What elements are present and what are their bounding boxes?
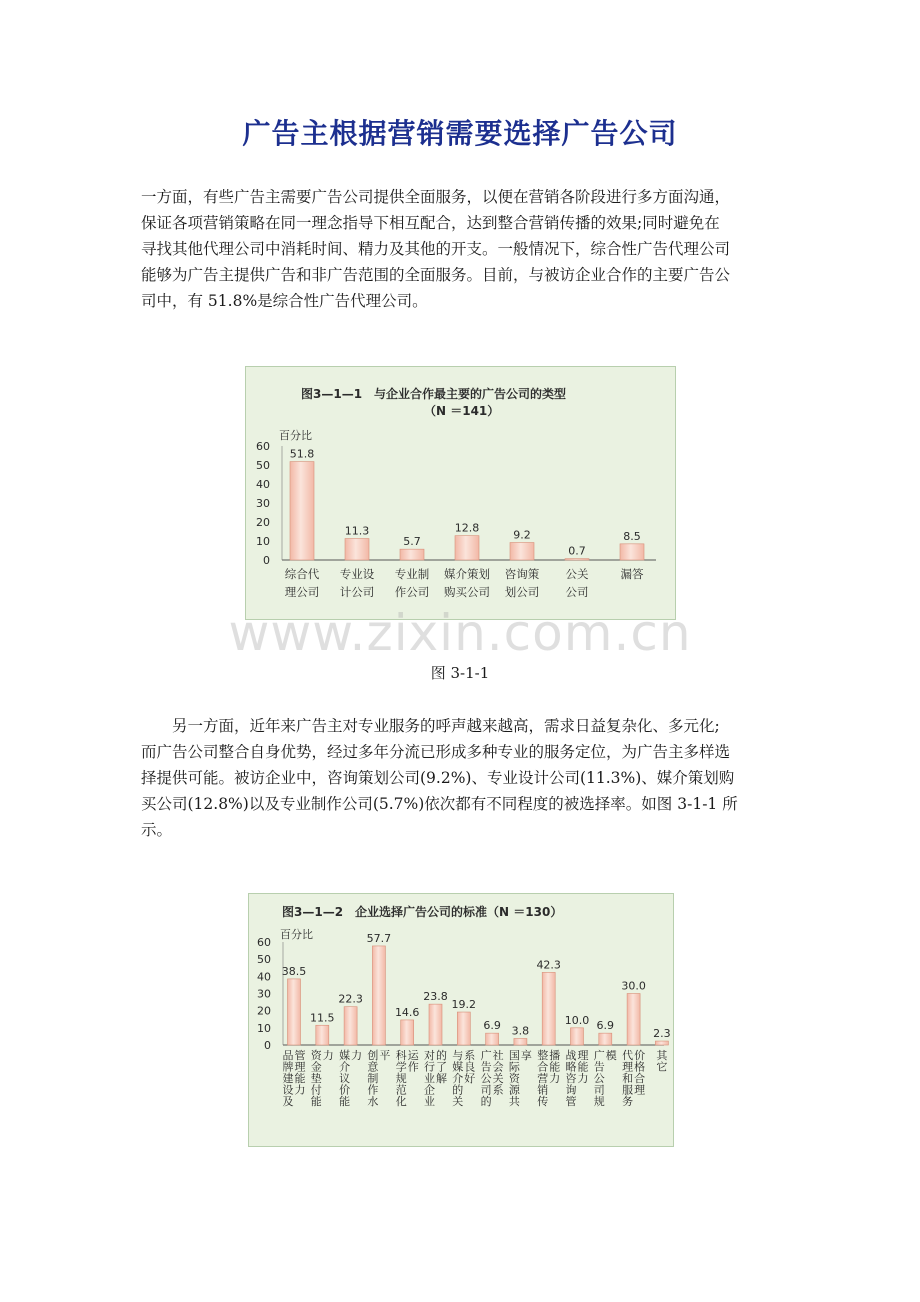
bar: [372, 946, 385, 1045]
y-tick-label: 30: [257, 987, 271, 1001]
bar: [542, 972, 555, 1045]
bar: [571, 1028, 584, 1045]
figure-2-chart: [248, 893, 674, 1147]
y-tick-label: 0: [264, 1039, 271, 1052]
paragraph-line: 买公司(12.8%)以及专业制作公司(5.7%)依次都有不同程度的被选择率。如图 3-1-1 所: [141, 795, 738, 813]
y-tick-label: 40: [256, 478, 270, 491]
x-tick-label: 对行业企业: [424, 1049, 435, 1108]
x-tick-label: 创意制作水: [367, 1049, 379, 1108]
x-tick-label: 专业设: [339, 567, 375, 581]
data-label: 12.8: [454, 521, 480, 535]
x-tick-label: 公关: [565, 567, 589, 581]
x-tick-label: 作公司: [394, 585, 430, 599]
x-tick-label: 播能力: [549, 1049, 561, 1085]
x-tick-label: 社会关系: [492, 1049, 504, 1097]
x-tick-label: 力: [322, 1049, 334, 1062]
figure-1-caption: 图 3-1-1: [430, 664, 490, 682]
chart-1-svg: [246, 367, 675, 619]
data-label: 51.8: [289, 447, 315, 461]
data-label: 11.3: [344, 524, 370, 538]
bar: [510, 543, 534, 560]
y-tick-label: 60: [256, 440, 270, 453]
x-tick-label: 理能力: [577, 1049, 589, 1085]
data-label: 6.9: [483, 1019, 501, 1033]
x-tick-label: 划公司: [504, 585, 540, 599]
y-tick-label: 20: [256, 516, 270, 529]
data-label: 23.8: [423, 990, 448, 1004]
x-tick-label: 管理能力: [294, 1049, 306, 1097]
chart-2-svg: [249, 894, 673, 1146]
paragraph-line: 而广告公司整合自身优势，经过多年分流已形成多种专业的服务定位，为广告主多样选: [141, 743, 731, 761]
paragraph-line: 保证各项营销策略在同一理念指导下相互配合，达到整合营销传播的效果;同时避免在: [141, 214, 720, 232]
page-title: 广告主根据营销需要选择广告公司: [242, 117, 678, 150]
bar: [457, 1012, 470, 1045]
x-tick-label: 专业制: [394, 567, 430, 581]
data-label: 57.7: [366, 931, 392, 945]
chart-title: 图3—1—1 与企业合作最主要的广告公司的类型: [301, 387, 567, 401]
data-label: 30.0: [621, 979, 646, 993]
x-tick-label: 综合代: [284, 567, 320, 581]
y-tick-label: 40: [257, 970, 271, 984]
y-tick-label: 10: [256, 535, 270, 548]
x-tick-label: 整合营销传: [537, 1049, 549, 1108]
bar: [514, 1038, 527, 1045]
x-tick-label: 漏答: [620, 567, 644, 581]
bar: [486, 1033, 499, 1045]
data-label: 2.3: [653, 1027, 671, 1041]
figure-1-chart: [245, 366, 676, 620]
x-tick-label: 国际资源共: [508, 1049, 520, 1108]
paragraph-line: 示。: [141, 821, 173, 839]
bar: [400, 549, 424, 560]
bar: [344, 1007, 357, 1045]
data-label: 10.0: [564, 1013, 590, 1027]
data-label: 42.3: [536, 958, 561, 972]
x-tick-label: 其它: [656, 1049, 668, 1074]
bar: [401, 1020, 414, 1045]
paragraph-line: 一方面，有些广告主需要广告公司提供全面服务，以便在营销各阶段进行多方面沟通，: [141, 188, 731, 206]
chart-title: 图3—1—2 企业选择广告公司的标准（N ＝130）: [282, 905, 563, 919]
x-tick-label: 广告公司的: [480, 1049, 492, 1108]
x-tick-label: 购买公司: [444, 585, 490, 599]
x-tick-label: 的了解: [436, 1049, 447, 1085]
bar: [627, 994, 640, 1046]
y-axis-label: 百分比: [280, 928, 313, 941]
x-tick-label: 与媒介的关: [452, 1049, 464, 1108]
data-label: 0.7: [568, 544, 586, 558]
paragraph-line: 司中，有 51.8%是综合性广告代理公司。: [141, 292, 428, 310]
bar: [345, 539, 369, 560]
data-label: 9.2: [513, 528, 531, 542]
bar: [620, 544, 644, 560]
bar: [565, 559, 589, 560]
paragraph-line: 能够为广告主提供广告和非广告范围的全面服务。目前，与被访企业合作的主要广告公: [141, 266, 731, 284]
y-tick-label: 30: [256, 497, 270, 510]
x-tick-label: 媒介策划: [444, 567, 490, 581]
y-tick-label: 50: [257, 953, 271, 967]
data-label: 14.6: [394, 1005, 420, 1019]
x-tick-label: 广告公司规: [593, 1049, 605, 1108]
bar: [316, 1025, 329, 1045]
x-tick-label: 咨询策: [504, 567, 540, 581]
x-tick-label: 系良好: [464, 1049, 476, 1085]
x-tick-label: 模: [605, 1049, 617, 1062]
paragraph-line: 另一方面，近年来广告主对专业服务的呼声越来越高，需求日益复杂化、多元化;: [172, 717, 720, 735]
bar: [599, 1033, 612, 1045]
x-tick-label: 平: [379, 1049, 391, 1062]
paragraph-2: [141, 713, 786, 843]
x-tick-label: 享: [520, 1049, 532, 1062]
x-tick-label: 科学规范化: [395, 1049, 407, 1108]
bar: [455, 536, 479, 560]
bar: [290, 462, 314, 560]
data-label: 3.8: [511, 1024, 530, 1038]
bar: [655, 1041, 668, 1045]
paragraph-line: 择提供可能。被访企业中，咨询策划公司(9.2%)、专业设计公司(11.3%)、媒介策划购: [141, 769, 735, 787]
data-label: 19.2: [451, 998, 477, 1012]
y-tick-label: 60: [257, 936, 271, 949]
x-tick-label: 品牌建设及: [282, 1049, 294, 1108]
x-tick-label: 计公司: [339, 585, 375, 599]
paragraph-1: [141, 184, 786, 314]
x-tick-label: 运作: [407, 1049, 419, 1074]
data-label: 22.3: [338, 992, 363, 1006]
watermark: www.zixin.com.cn: [228, 604, 692, 662]
x-tick-label: 力: [351, 1049, 363, 1062]
data-label: 8.5: [623, 529, 641, 543]
x-tick-label: 公司: [565, 585, 589, 599]
y-axis-label: 百分比: [279, 429, 312, 442]
bar: [429, 1004, 442, 1045]
x-tick-label: 媒介议价能: [339, 1049, 351, 1108]
y-tick-label: 50: [256, 459, 270, 472]
x-tick-label: 理公司: [284, 585, 320, 599]
x-tick-label: 价格合理: [634, 1049, 646, 1097]
y-tick-label: 20: [257, 1004, 271, 1018]
bar: [288, 979, 301, 1045]
x-tick-label: 代理和服务: [622, 1049, 634, 1108]
data-label: 38.5: [281, 964, 307, 978]
data-label: 11.5: [310, 1011, 335, 1025]
y-tick-label: 0: [263, 554, 270, 567]
chart-subtitle: （N ＝141）: [424, 404, 500, 418]
data-label: 5.7: [403, 535, 421, 549]
paragraph-line: 寻找其他代理公司中消耗时间、精力及其他的开支。一般情况下，综合性广告代理公司: [141, 240, 731, 258]
x-tick-label: 资金垫付能: [310, 1049, 322, 1108]
data-label: 6.9: [596, 1019, 615, 1033]
x-tick-label: 战略咨询管: [565, 1049, 577, 1108]
y-tick-label: 10: [257, 1021, 271, 1035]
